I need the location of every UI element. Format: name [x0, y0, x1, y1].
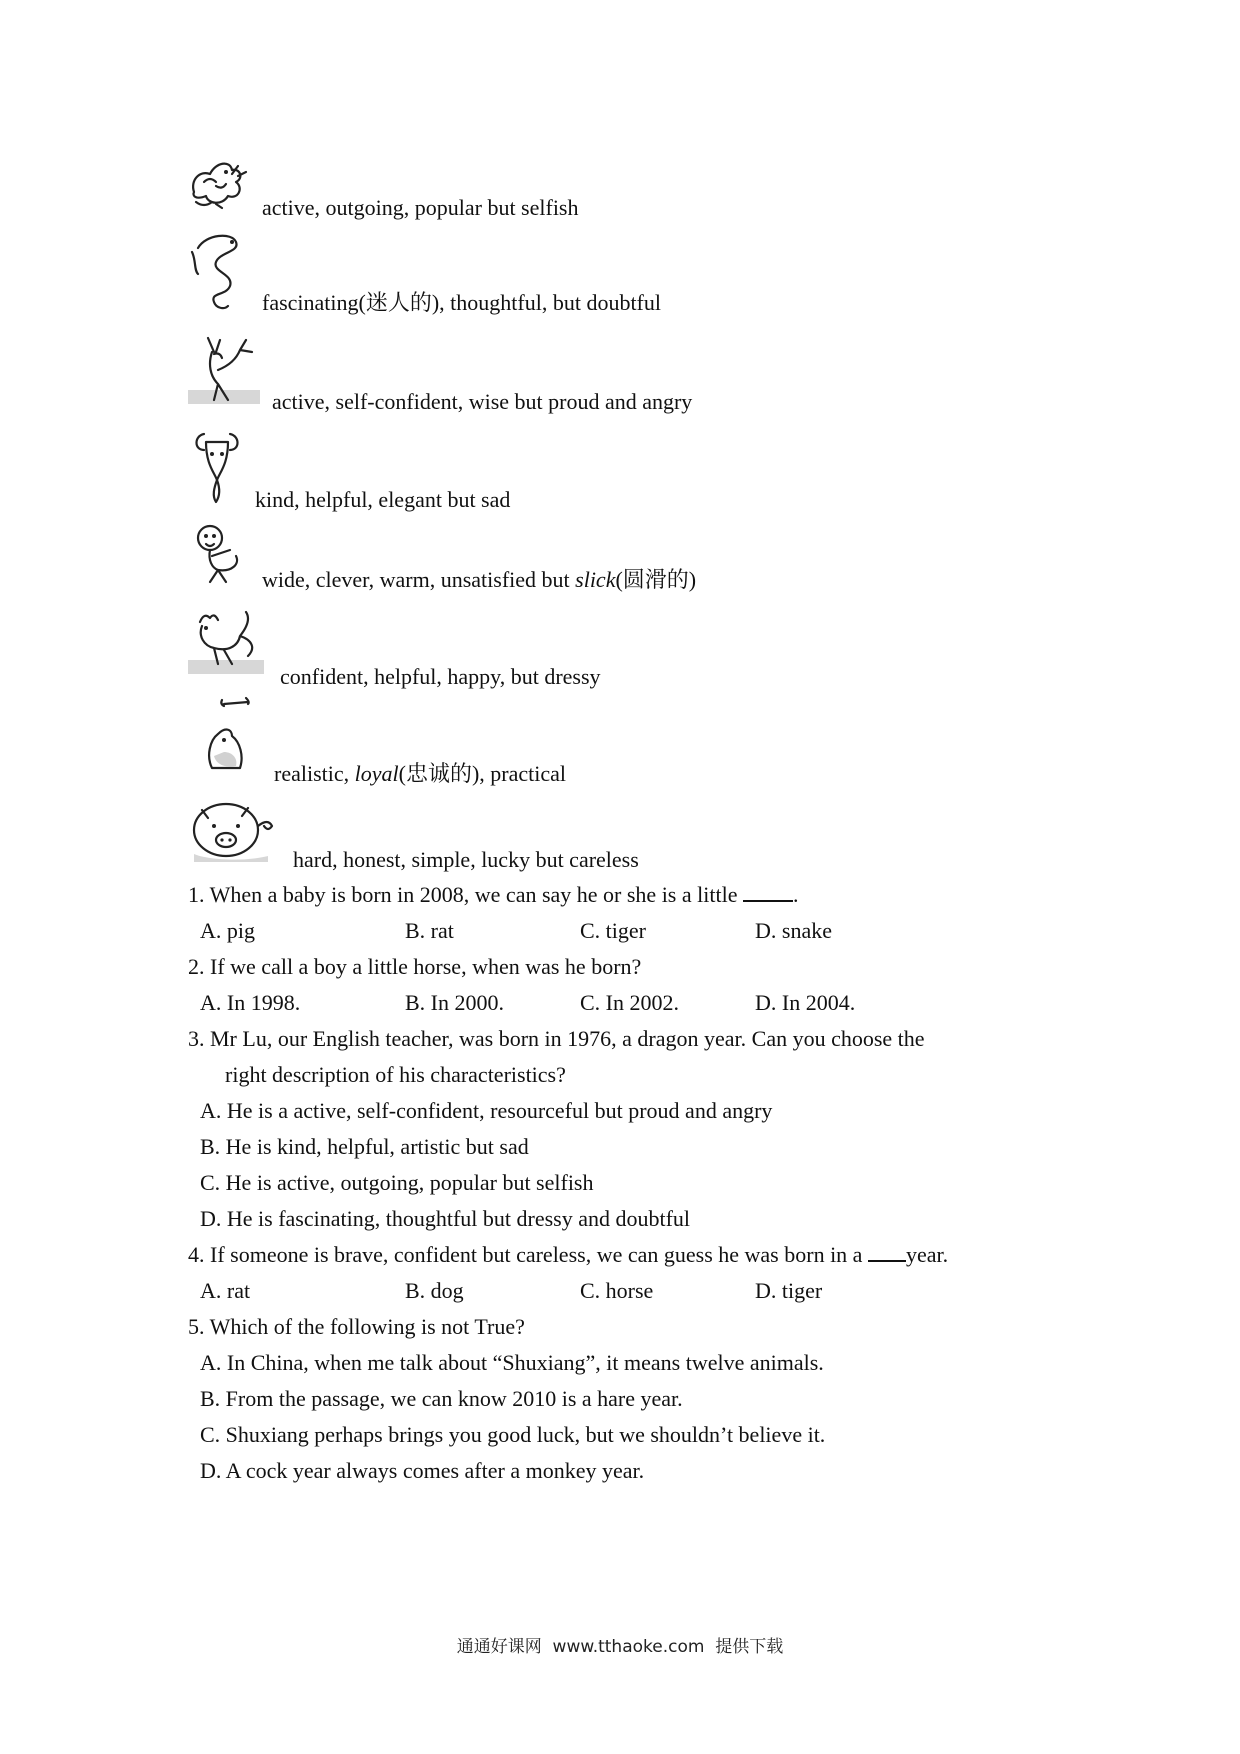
- option-3a: A. He is a active, self-confident, resourceful but proud and angry: [200, 1098, 773, 1123]
- trait-emphasis-slick: slick: [575, 567, 616, 592]
- goat-icon: [188, 424, 246, 508]
- question-1-stem: [188, 882, 798, 908]
- trait-text-pig: hard, honest, simple, lucky but careless: [293, 847, 639, 872]
- dog-icon: [188, 696, 264, 782]
- trait-text-monkey: [262, 567, 696, 593]
- monkey-icon: [188, 520, 248, 586]
- option-4d: D. tiger: [755, 1278, 823, 1303]
- trait-emphasis-loyal: loyal: [354, 761, 399, 786]
- question-4-end: year.: [905, 1242, 949, 1267]
- option-4a: A. rat: [200, 1278, 251, 1303]
- question-3-stem-continued: right description of his characteristics?: [225, 1062, 566, 1087]
- option-3d: D. He is fascinating, thoughtful but dressy and doubtful: [200, 1206, 691, 1231]
- option-2b: B. In 2000.: [405, 990, 504, 1015]
- trait-text-dog: [274, 761, 566, 787]
- trait-text-monkey-main: wide, clever, warm, unsatisfied but: [262, 567, 576, 592]
- option-4b: B. dog: [405, 1278, 464, 1303]
- option-1b: B. rat: [405, 918, 454, 943]
- question-1-text: 1. When a baby is born in 2008, we can say he or she is a little: [188, 882, 743, 907]
- rooster-icon: [188, 606, 264, 678]
- download-footer: 通通好课网 www.tthaoke.com 提供下载: [456, 1637, 784, 1657]
- dragon-icon: [186, 152, 252, 212]
- option-2a: A. In 1998.: [200, 990, 301, 1015]
- option-4c: C. horse: [580, 1278, 654, 1303]
- snake-icon: [188, 230, 250, 314]
- trait-text-dog-main: realistic,: [274, 761, 355, 786]
- question-5-stem: 5. Which of the following is not True?: [188, 1314, 525, 1339]
- trait-text-dragon: active, outgoing, popular but selfish: [262, 195, 579, 220]
- question-4-text: 4. If someone is brave, confident but careless, we can guess he was born in a: [188, 1242, 868, 1267]
- trait-text-goat: kind, helpful, elegant but sad: [255, 487, 511, 512]
- option-5c: C. Shuxiang perhaps brings you good luck, but we shouldn’t believe it.: [200, 1422, 826, 1447]
- option-3c: C. He is active, outgoing, popular but selfish: [200, 1170, 594, 1195]
- trait-text-snake: fascinating(迷人的), thoughtful, but doubtful: [262, 290, 661, 315]
- question-4-stem: [188, 1242, 948, 1268]
- option-2d: D. In 2004.: [755, 990, 856, 1015]
- option-5a: A. In China, when me talk about “Shuxiang”, it means twelve animals.: [200, 1350, 824, 1375]
- answer-blank: [868, 1242, 906, 1262]
- question-2-stem: 2. If we call a boy a little horse, when was he born?: [188, 954, 642, 979]
- option-5d: D. A cock year always comes after a monkey year.: [200, 1458, 645, 1483]
- option-1d: D. snake: [755, 918, 832, 943]
- option-1a: A. pig: [200, 918, 255, 943]
- option-5b: B. From the passage, we can know 2010 is a hare year.: [200, 1386, 683, 1411]
- question-1-end: .: [792, 882, 799, 907]
- trait-text-horse: active, self-confident, wise but proud and angry: [272, 389, 693, 414]
- option-2c: C. In 2002.: [580, 990, 679, 1015]
- trait-text-rooster: confident, helpful, happy, but dressy: [280, 664, 601, 689]
- pig-icon: [188, 796, 284, 866]
- trait-gloss-loyal: (忠诚的), practical: [398, 761, 567, 786]
- question-3-stem: 3. Mr Lu, our English teacher, was born in 1976, a dragon year. Can you choose the: [188, 1026, 925, 1051]
- answer-blank: [743, 882, 793, 902]
- horse-icon: [188, 330, 260, 408]
- option-1c: C. tiger: [580, 918, 646, 943]
- option-3b: B. He is kind, helpful, artistic but sad: [200, 1134, 529, 1159]
- trait-gloss-slick: (圆滑的): [615, 567, 697, 592]
